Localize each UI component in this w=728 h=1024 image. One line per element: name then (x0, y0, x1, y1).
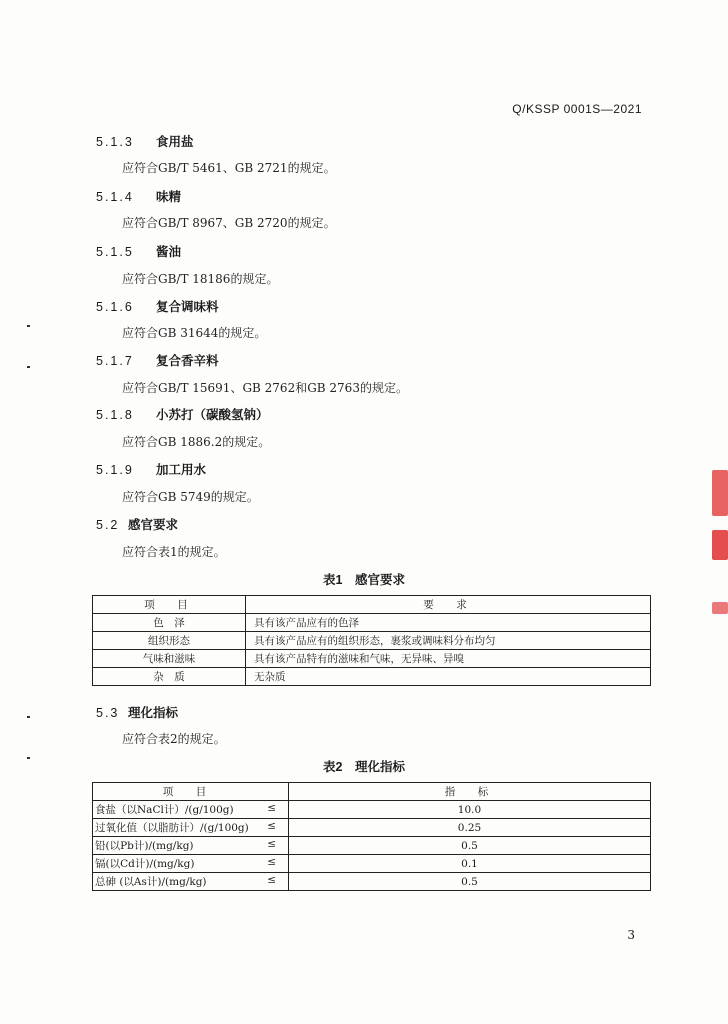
section-number: 5.1.3 (96, 135, 134, 149)
section-heading-5-1-7 (96, 351, 219, 369)
table-cell-requirement: 无杂质 (246, 668, 651, 686)
table-cell-item: 组织形态 (93, 632, 246, 650)
section-text-5-1-9: 应符合GB 5749的规定。 (122, 490, 259, 504)
section-title: 小苏打（碳酸氢钠） (156, 408, 269, 422)
table-cell-item (93, 819, 289, 837)
section-heading-5-2 (96, 515, 178, 533)
item-label: 总砷 (以As计)/(mg/kg) (95, 876, 207, 888)
table-row (93, 837, 651, 855)
table-row (93, 873, 651, 891)
table-header-cell: 项 目 (93, 596, 246, 614)
section-title: 加工用水 (156, 463, 207, 477)
table-cell-requirement: 具有该产品特有的滋味和气味，无异味、异嗅 (246, 650, 651, 668)
section-number: 5.1.7 (96, 354, 134, 368)
less-equal-symbol: ≤ (267, 820, 276, 832)
section-text-5-1-4: 应符合GB/T 8967、GB 2720的规定。 (122, 216, 336, 230)
table-header-cell: 项 目 (93, 783, 289, 801)
table-cell-item: 杂 质 (93, 668, 246, 686)
table-row (93, 650, 651, 668)
physicochemical-indicators-table (92, 782, 651, 891)
table-header-cell: 要 求 (246, 596, 651, 614)
table2-caption: 表2 理化指标 (323, 760, 405, 774)
section-number: 5.1.4 (96, 190, 134, 204)
table-row (93, 668, 651, 686)
section-heading-5-1-4 (96, 187, 181, 205)
section-number: 5.1.8 (96, 408, 134, 422)
table-cell-item (93, 873, 289, 891)
page-number: 3 (627, 928, 635, 942)
section-number: 5.2 (96, 518, 120, 532)
item-label: 过氧化值（以脂肪计）/(g/100g) (95, 822, 249, 834)
section-text-5-1-7: 应符合GB/T 15691、GB 2762和GB 2763的规定。 (122, 381, 408, 395)
table-header-row (93, 596, 651, 614)
section-number: 5.3 (96, 706, 120, 720)
table-header-row (93, 783, 651, 801)
section-text-5-1-5: 应符合GB/T 18186的规定。 (122, 272, 279, 286)
table-cell-item: 色 泽 (93, 614, 246, 632)
less-equal-symbol: ≤ (267, 856, 276, 868)
table-cell-requirement: 具有该产品应有的色泽 (246, 614, 651, 632)
table-header-cell: 指 标 (289, 783, 651, 801)
table-cell-item (93, 801, 289, 819)
section-heading-5-1-5 (96, 242, 181, 260)
table-cell-item (93, 837, 289, 855)
table-row (93, 632, 651, 650)
table-cell-value: 10.0 (289, 801, 651, 819)
section-heading-5-1-8 (96, 405, 269, 423)
section-title: 食用盐 (156, 135, 194, 149)
less-equal-symbol: ≤ (267, 874, 276, 886)
red-seal-stamp-edge (712, 470, 728, 516)
section-title: 感官要求 (128, 518, 179, 532)
table1-caption: 表1 感官要求 (323, 573, 405, 587)
section-number: 5.1.5 (96, 245, 134, 259)
table-cell-value: 0.5 (289, 837, 651, 855)
scan-artifact-mark (27, 716, 30, 718)
section-number: 5.1.6 (96, 300, 134, 314)
section-text-5-1-8: 应符合GB 1886.2的规定。 (122, 435, 271, 449)
table-row (93, 614, 651, 632)
red-seal-stamp-edge (712, 602, 728, 614)
section-title: 味精 (156, 190, 182, 204)
item-label: 食盐（以NaCl计）/(g/100g) (95, 804, 234, 816)
scan-artifact-mark (27, 366, 30, 368)
less-equal-symbol: ≤ (267, 838, 276, 850)
section-text-5-1-6: 应符合GB 31644的规定。 (122, 326, 267, 340)
section-title: 复合调味料 (156, 300, 219, 314)
red-seal-stamp-edge (712, 530, 728, 560)
sensory-requirements-table (92, 595, 651, 686)
table-cell-item: 气味和滋味 (93, 650, 246, 668)
section-heading-5-1-9 (96, 460, 206, 478)
table-cell-value: 0.1 (289, 855, 651, 873)
less-equal-symbol: ≤ (267, 802, 276, 814)
item-label: 镉(以Cd计)/(mg/kg) (95, 858, 195, 870)
section-heading-5-3 (96, 703, 178, 721)
section-title: 理化指标 (128, 706, 179, 720)
section-text-5-3: 应符合表2的规定。 (122, 732, 226, 746)
table-row (93, 801, 651, 819)
scan-artifact-mark (27, 325, 30, 327)
section-text-5-2: 应符合表1的规定。 (122, 545, 226, 559)
table-row (93, 819, 651, 837)
section-title: 酱油 (156, 245, 182, 259)
table-row (93, 855, 651, 873)
section-heading-5-1-3 (96, 132, 194, 150)
section-title: 复合香辛料 (156, 354, 219, 368)
table-cell-value: 0.25 (289, 819, 651, 837)
section-text-5-1-3: 应符合GB/T 5461、GB 2721的规定。 (122, 161, 336, 175)
section-heading-5-1-6 (96, 297, 219, 315)
item-label: 铅(以Pb计)/(mg/kg) (95, 840, 194, 852)
table-cell-requirement: 具有该产品应有的组织形态，裹浆或调味料分布均匀 (246, 632, 651, 650)
scan-artifact-mark (27, 757, 30, 759)
table-cell-value: 0.5 (289, 873, 651, 891)
section-number: 5.1.9 (96, 463, 134, 477)
document-code: Q/KSSP 0001S—2021 (512, 102, 642, 116)
table-cell-item (93, 855, 289, 873)
